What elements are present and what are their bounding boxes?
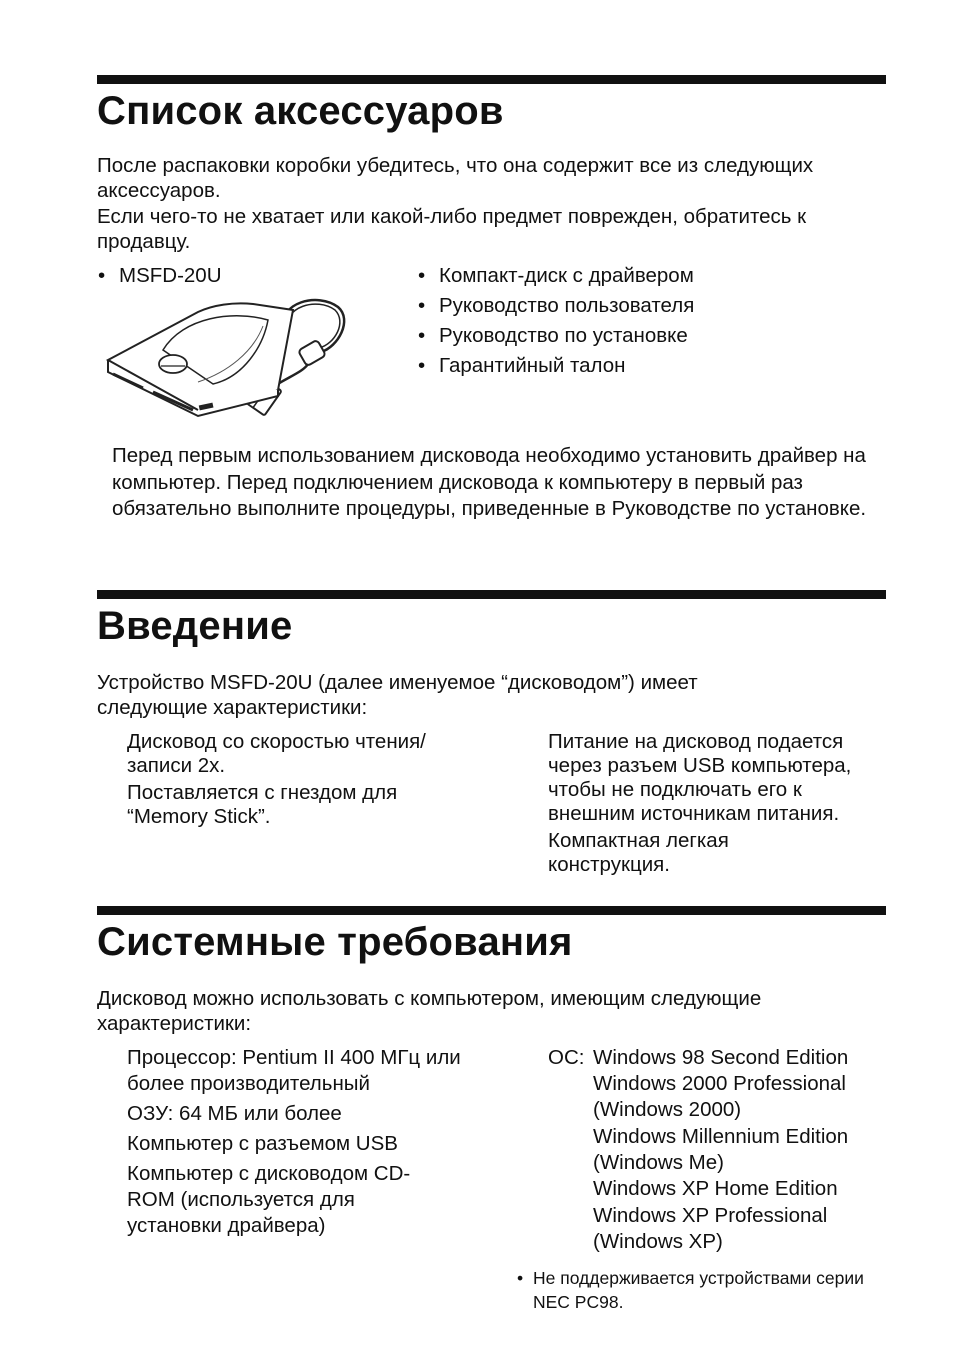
intro-text: Устройство MSFD-20U (далее именуемое “дисководом”) имеет следующие характеристики: xyxy=(97,671,698,719)
section-rule-accessories xyxy=(97,75,886,84)
section-rule-sysreq xyxy=(97,906,886,915)
bullet: • xyxy=(418,324,426,347)
accessory-item-label: Гарантийный талон xyxy=(439,354,626,377)
feature-usb-power: Питание на дисковод подается через разъем USB компьютера, чтобы не подключать его к внешним источникам питания. xyxy=(548,730,852,825)
accessory-item-label: MSFD-20U xyxy=(119,264,222,287)
accessory-item-install-guide xyxy=(418,323,688,348)
bullet: • xyxy=(418,264,426,287)
os-line: Windows 2000 Professional xyxy=(593,1072,846,1095)
os-line: (Windows XP) xyxy=(593,1230,723,1253)
footnote-text: Не поддерживается устройствами серии NEC PC98. xyxy=(533,1268,864,1312)
intro-title: Введение xyxy=(97,604,293,648)
sysreq-text: Дисковод можно использовать с компьютером, имеющим следующие характеристики: xyxy=(97,987,762,1035)
feature-speed: Дисковод со скоростью чтения/ записи 2x. xyxy=(127,730,426,777)
sysreq-title: Системные требования xyxy=(97,920,573,964)
floppy-drive-illustration xyxy=(103,292,363,422)
accessory-item-device xyxy=(98,263,222,288)
bullet: • xyxy=(418,294,426,317)
os-label: ОС: xyxy=(548,1046,585,1069)
feature-memory-stick: Поставляется с гнездом для “Memory Stick”. xyxy=(127,781,398,828)
req-usb: Компьютер с разъемом USB xyxy=(127,1132,398,1155)
section-rule-intro xyxy=(97,590,886,599)
req-ram: ОЗУ: 64 МБ или более xyxy=(127,1102,342,1125)
bullet: • xyxy=(517,1268,524,1288)
accessory-item-user-guide xyxy=(418,293,695,318)
accessories-intro-2: Если чего-то не хватает или какой-либо предмет поврежден, обратитесь к продавцу. xyxy=(97,205,807,253)
driver-install-note: Перед первым использованием дисковода необходимо установить драйвер на компьютер. Перед подключением дисковода к компьютеру в первый раз обязательно выполните процедуры, приведенные в Руководстве по установке. xyxy=(112,444,867,520)
req-cdrom: Компьютер с дисководом CD-ROM (используется для установки драйвера) xyxy=(127,1162,411,1237)
accessory-item-cd xyxy=(418,263,694,288)
req-cpu: Процессор: Pentium II 400 МГц или более производительный xyxy=(127,1046,461,1095)
feature-compact: Компактная легкая конструкция. xyxy=(548,829,729,876)
accessory-item-label: Компакт-диск с драйвером xyxy=(439,264,694,287)
accessories-intro-1: После распаковки коробки убедитесь, что она содержит все из следующих аксессуаров. xyxy=(97,154,814,202)
os-line: Windows XP Professional xyxy=(593,1204,828,1227)
os-line: (Windows Me) xyxy=(593,1151,724,1174)
os-line: Windows Millennium Edition xyxy=(593,1125,849,1148)
os-line: (Windows 2000) xyxy=(593,1098,742,1121)
bullet: • xyxy=(98,264,106,287)
accessory-item-label: Руководство пользователя xyxy=(439,294,695,317)
footnote-nec xyxy=(517,1266,873,1314)
bullet: • xyxy=(418,354,426,377)
os-line: Windows XP Home Edition xyxy=(593,1177,838,1200)
accessory-item-warranty xyxy=(418,353,626,378)
accessories-title: Список аксессуаров xyxy=(97,89,504,133)
os-line: Windows 98 Second Edition xyxy=(593,1046,849,1069)
accessory-item-label: Руководство по установке xyxy=(439,324,688,347)
